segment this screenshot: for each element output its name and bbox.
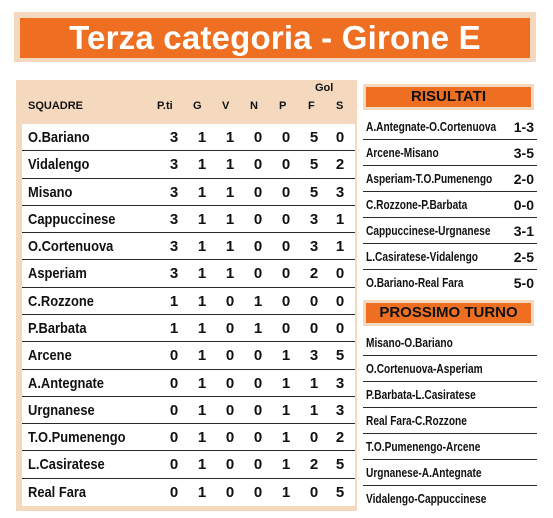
fixture-match: Real Fara-C.Rozzone — [366, 413, 467, 428]
fixture-match: P.Barbata-L.Casiratese — [366, 387, 476, 402]
cell-s: 5 — [335, 456, 345, 474]
result-item — [363, 218, 537, 244]
cell-f: 3 — [309, 347, 319, 365]
cell-g: 1 — [197, 456, 207, 474]
cell-g: 1 — [197, 429, 207, 447]
table-row — [22, 179, 355, 206]
team-name: A.Antegnate — [28, 374, 104, 392]
team-name: Misano — [28, 183, 73, 201]
fixture-item — [363, 434, 537, 460]
cell-v: 0 — [225, 429, 235, 447]
result-item — [363, 140, 537, 166]
cell-s: 3 — [335, 374, 345, 392]
cell-f: 0 — [309, 429, 319, 447]
cell-f: 5 — [309, 156, 319, 174]
result-score: 2-5 — [513, 249, 534, 265]
team-name: C.Rozzone — [28, 292, 94, 310]
cell-f: 5 — [309, 129, 319, 146]
cell-n: 0 — [253, 429, 263, 447]
cell-g: 1 — [197, 129, 207, 146]
standings-body — [22, 124, 355, 506]
cell-v: 1 — [225, 129, 235, 146]
cell-pts: 3 — [169, 183, 179, 201]
cell-g: 1 — [197, 210, 207, 228]
result-item — [363, 192, 537, 218]
team-name: L.Casiratese — [28, 456, 105, 474]
cell-f: 1 — [309, 401, 319, 419]
cell-n: 0 — [253, 129, 263, 146]
team-name: Real Fara — [28, 483, 87, 501]
result-item — [363, 244, 537, 270]
cell-p: 1 — [281, 456, 291, 474]
cell-f: 5 — [309, 183, 319, 201]
cell-f: 0 — [309, 320, 319, 337]
header-drawn: N — [250, 100, 258, 112]
cell-s: 3 — [335, 183, 345, 201]
result-score: 3-1 — [513, 223, 534, 239]
cell-p: 0 — [281, 292, 291, 310]
cell-n: 0 — [253, 483, 263, 501]
result-match: C.Rozzone-P.Barbata — [366, 197, 468, 212]
team-name: P.Barbata — [28, 320, 87, 337]
result-match: O.Bariano-Real Fara — [366, 275, 464, 290]
results-title-box — [363, 84, 534, 110]
cell-f: 2 — [309, 456, 319, 474]
cell-g: 1 — [197, 292, 207, 310]
cell-p: 0 — [281, 238, 291, 256]
results-title: RISULTATI — [366, 87, 531, 107]
cell-g: 1 — [197, 374, 207, 392]
cell-g: 1 — [197, 401, 207, 419]
cell-n: 0 — [253, 156, 263, 174]
result-score: 1-3 — [513, 119, 534, 135]
cell-p: 0 — [281, 129, 291, 146]
cell-p: 1 — [281, 429, 291, 447]
cell-v: 1 — [225, 210, 235, 228]
page-title: Terza categoria - Girone E — [20, 18, 530, 58]
table-row — [22, 124, 355, 151]
header-goals-for: F — [308, 100, 315, 112]
result-match: A.Antegnate-O.Cortenuova — [366, 119, 497, 134]
cell-n: 0 — [253, 374, 263, 392]
cell-s: 1 — [335, 238, 345, 256]
cell-pts: 0 — [169, 429, 179, 447]
table-row — [22, 370, 355, 397]
cell-g: 1 — [197, 183, 207, 201]
cell-p: 0 — [281, 156, 291, 174]
fixture-item — [363, 460, 537, 486]
table-row — [22, 342, 355, 369]
cell-v: 1 — [225, 156, 235, 174]
cell-s: 1 — [335, 210, 345, 228]
cell-pts: 3 — [169, 265, 179, 283]
result-score: 3-5 — [513, 145, 534, 161]
cell-f: 1 — [309, 374, 319, 392]
table-row — [22, 151, 355, 178]
cell-pts: 0 — [169, 483, 179, 501]
cell-p: 1 — [281, 374, 291, 392]
result-score: 2-0 — [513, 171, 534, 187]
cell-v: 0 — [225, 320, 235, 337]
fixture-match: T.O.Pumenengo-Arcene — [366, 439, 481, 454]
result-item — [363, 114, 537, 140]
cell-g: 1 — [197, 347, 207, 365]
result-match: Asperiam-T.O.Pumenengo — [366, 171, 493, 186]
cell-s: 0 — [335, 320, 345, 337]
result-match: L.Casiratese-Vidalengo — [366, 249, 478, 264]
header-goals-against: S — [336, 100, 344, 112]
team-name: Cappuccinese — [28, 210, 116, 228]
cell-g: 1 — [197, 320, 207, 337]
cell-g: 1 — [197, 265, 207, 283]
cell-pts: 0 — [169, 347, 179, 365]
cell-n: 1 — [253, 320, 263, 337]
cell-f: 0 — [309, 483, 319, 501]
cell-f: 0 — [309, 292, 319, 310]
cell-n: 0 — [253, 265, 263, 283]
cell-n: 0 — [253, 401, 263, 419]
table-row — [22, 315, 355, 342]
team-name: Asperiam — [28, 265, 87, 283]
cell-pts: 0 — [169, 456, 179, 474]
next-round-title: PROSSIMO TURNO — [366, 303, 531, 323]
team-name: Vidalengo — [28, 156, 90, 174]
cell-s: 3 — [335, 401, 345, 419]
fixture-item — [363, 382, 537, 408]
result-score: 0-0 — [513, 197, 534, 213]
standings-header — [19, 80, 357, 116]
team-name: T.O.Pumenengo — [28, 429, 126, 447]
team-name: O.Cortenuova — [28, 238, 114, 256]
table-row — [22, 397, 355, 424]
cell-s: 2 — [335, 156, 345, 174]
team-name: Arcene — [28, 347, 72, 365]
cell-p: 0 — [281, 183, 291, 201]
table-row — [22, 233, 355, 260]
cell-p: 1 — [281, 347, 291, 365]
fixture-match: Vidalengo-Cappuccinese — [366, 491, 487, 506]
header-lost: P — [279, 100, 287, 112]
table-row — [22, 424, 355, 451]
header-points: P.ti — [157, 100, 173, 112]
fixture-item — [363, 356, 537, 382]
cell-s: 2 — [335, 429, 345, 447]
results-list — [363, 114, 537, 296]
next-round-title-box — [363, 300, 534, 326]
cell-v: 1 — [225, 265, 235, 283]
table-row — [22, 451, 355, 478]
header-played: G — [193, 100, 202, 112]
cell-n: 0 — [253, 238, 263, 256]
cell-n: 1 — [253, 292, 263, 310]
cell-pts: 1 — [169, 320, 179, 337]
cell-p: 0 — [281, 265, 291, 283]
cell-s: 5 — [335, 483, 345, 501]
fixture-item — [363, 486, 537, 512]
result-item — [363, 166, 537, 192]
cell-pts: 1 — [169, 292, 179, 310]
cell-p: 0 — [281, 320, 291, 337]
table-row — [22, 288, 355, 315]
table-row — [22, 260, 355, 287]
cell-g: 1 — [197, 238, 207, 256]
cell-v: 0 — [225, 483, 235, 501]
cell-s: 0 — [335, 265, 345, 283]
cell-n: 0 — [253, 210, 263, 228]
cell-pts: 0 — [169, 374, 179, 392]
cell-p: 0 — [281, 210, 291, 228]
cell-f: 3 — [309, 210, 319, 228]
table-row — [22, 206, 355, 233]
result-match: Cappuccinese-Urgnanese — [366, 223, 491, 238]
table-row — [22, 479, 355, 506]
standings-table — [16, 80, 357, 511]
result-item — [363, 270, 537, 296]
cell-s: 5 — [335, 347, 345, 365]
team-name: Urgnanese — [28, 401, 95, 419]
fixture-match: Misano-O.Bariano — [366, 335, 453, 350]
cell-v: 0 — [225, 292, 235, 310]
cell-v: 0 — [225, 374, 235, 392]
team-name: O.Bariano — [28, 129, 90, 146]
cell-pts: 3 — [169, 156, 179, 174]
header-goals: Gol — [315, 82, 334, 94]
cell-s: 0 — [335, 129, 345, 146]
cell-s: 0 — [335, 292, 345, 310]
next-round-list — [363, 330, 537, 512]
cell-v: 0 — [225, 347, 235, 365]
fixture-item — [363, 408, 537, 434]
cell-pts: 3 — [169, 129, 179, 146]
cell-g: 1 — [197, 483, 207, 501]
cell-pts: 3 — [169, 238, 179, 256]
fixture-item — [363, 330, 537, 356]
cell-pts: 3 — [169, 210, 179, 228]
header-won: V — [222, 100, 230, 112]
fixture-match: O.Cortenuova-Asperiam — [366, 361, 483, 376]
result-score: 5-0 — [513, 275, 534, 291]
title-banner — [14, 12, 536, 62]
cell-g: 1 — [197, 156, 207, 174]
cell-f: 3 — [309, 238, 319, 256]
result-match: Arcene-Misano — [366, 145, 439, 160]
cell-n: 0 — [253, 456, 263, 474]
cell-v: 0 — [225, 456, 235, 474]
header-team: SQUADRE — [28, 100, 84, 112]
cell-v: 1 — [225, 238, 235, 256]
cell-v: 1 — [225, 183, 235, 201]
cell-p: 1 — [281, 401, 291, 419]
cell-n: 0 — [253, 347, 263, 365]
cell-p: 1 — [281, 483, 291, 501]
cell-n: 0 — [253, 183, 263, 201]
fixture-match: Urgnanese-A.Antegnate — [366, 465, 482, 480]
cell-f: 2 — [309, 265, 319, 283]
cell-pts: 0 — [169, 401, 179, 419]
cell-v: 0 — [225, 401, 235, 419]
